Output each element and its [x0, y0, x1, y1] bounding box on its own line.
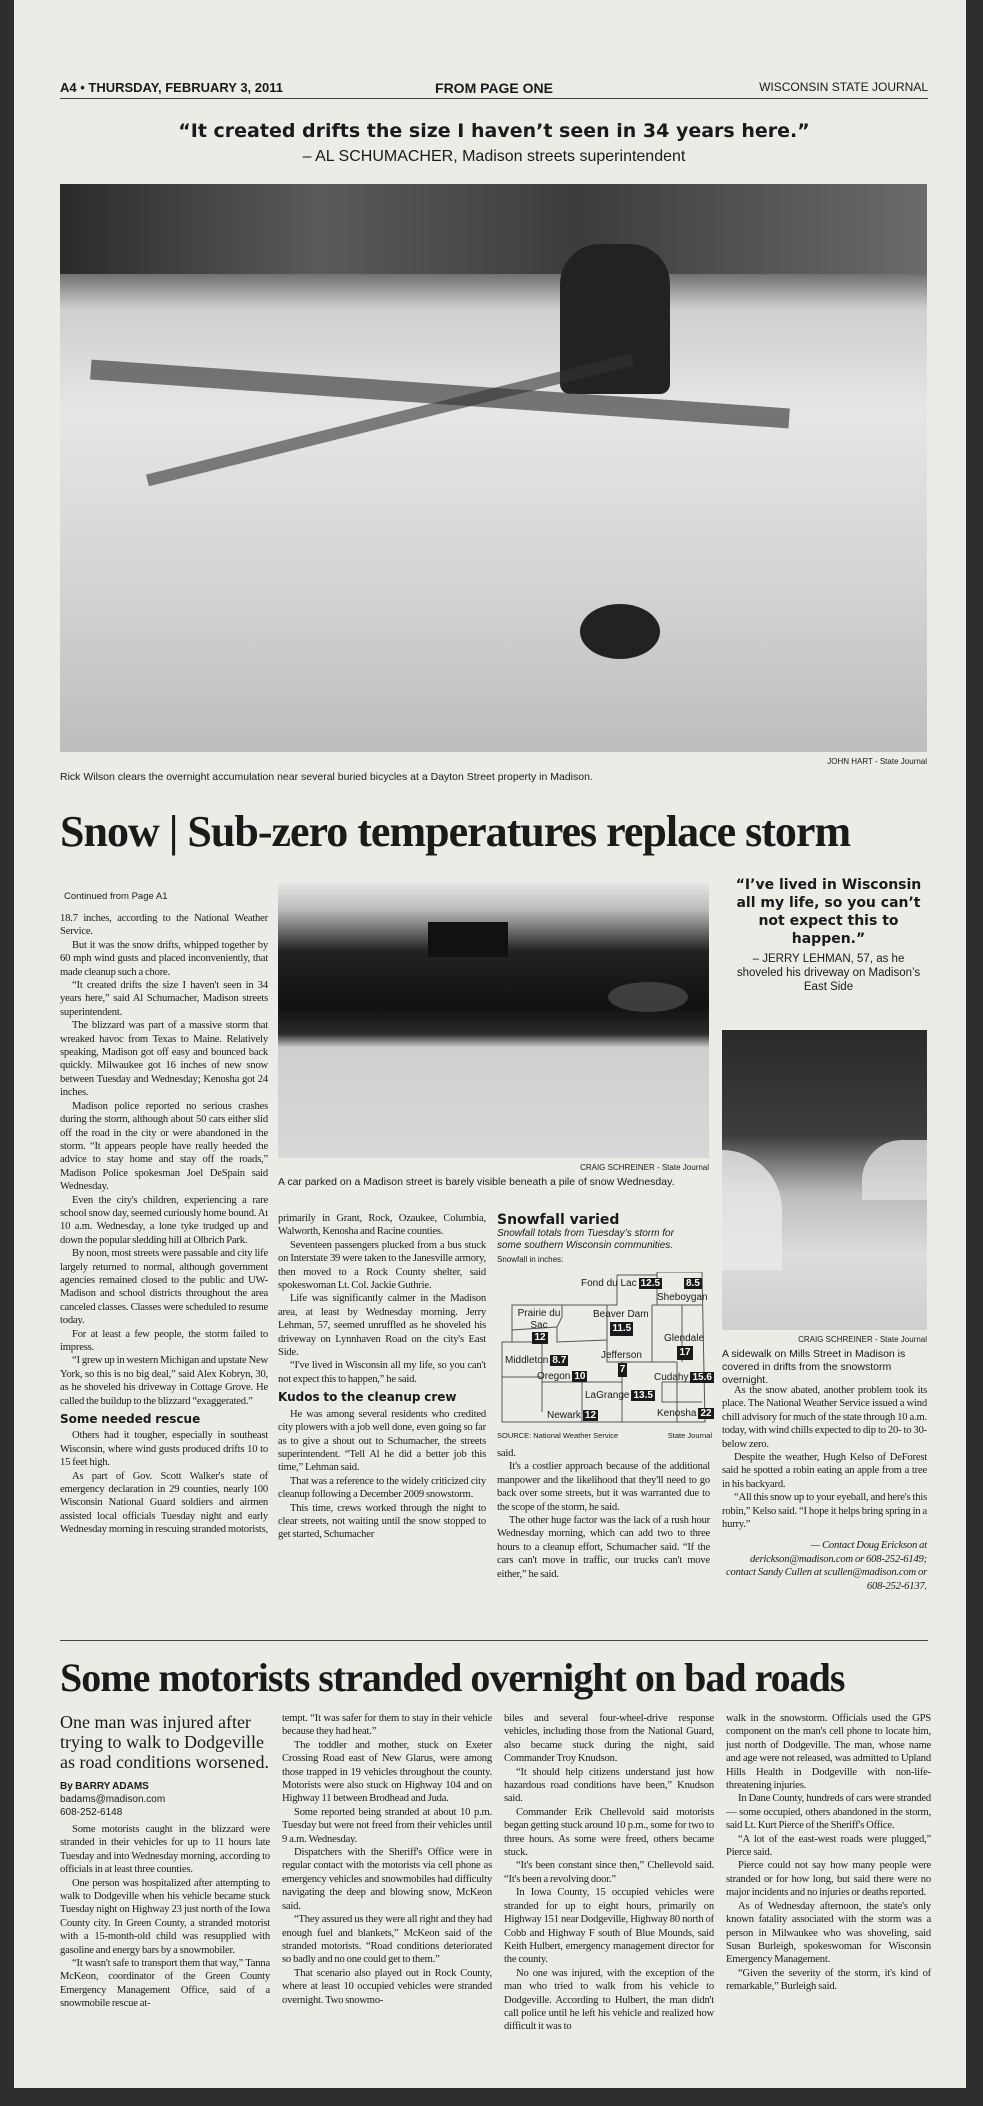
page-folio: A4 • THURSDAY, FEBRUARY 3, 2011: [60, 80, 283, 95]
story1-column-3: [497, 1447, 710, 1581]
top-quote-attribution: – AL SCHUMACHER, Madison streets superintendent: [302, 148, 686, 165]
newspaper-name: WISCONSIN STATE JOURNAL: [759, 80, 928, 94]
map-location-oregon: Oregon 10: [537, 1371, 586, 1382]
paragraph: But it was the snow drifts, whipped together by 60 mph wind gusts and placed inconveniently, that made cleanup such a chore.: [60, 939, 268, 978]
right-photo-credit: CRAIG SCHREINER - State Journal: [798, 1335, 927, 1344]
map-source: SOURCE: National Weather Service: [497, 1431, 619, 1440]
paragraph: Others had it tougher, especially in southeast Wisconsin, where wind gusts produced drifts 10 to 15 feet high.: [60, 1430, 268, 1469]
photo-bicycles-in-snow: [60, 184, 927, 752]
paragraph: “A lot of the east-west roads were plugged,” Pierce said.: [726, 1833, 931, 1859]
paragraph: “I've lived in Wisconsin all my life, so you can't not expect this to happen,” he said.: [278, 1360, 486, 1385]
paragraph: “It wasn't safe to transport them that way,” Tanna McKeon, coordinator of the Green County Emergency Management Office, said of a snowmobile rescue at-: [60, 1958, 270, 2010]
paragraph: “They assured us they were all right and they had enough fuel and blankets,” McKeon said of the stranded motorists. “Road conditions deteriorated so badly and no one could get to them.”: [282, 1914, 492, 1966]
paragraph: By noon, most streets were passable and city life largely returned to normal, although government agencies remained closed to the public and UW-Madison and school districts throughout the area canceled classes. Classes were scheduled to resume today.: [60, 1248, 268, 1327]
map-location-middleton: Middleton 8.7: [505, 1355, 567, 1366]
map-location-lagrange: LaGrange 13.5: [585, 1390, 653, 1401]
paragraph: Madison police reported no serious crashes during the storm, although about 50 cars either slid off the road in the city or were abandoned in the storm. “It appears people have really heeded the advice to stay home and stay off the roads,” Madison Police spokesman Joel DeSpain said Wednesday.: [60, 1100, 268, 1193]
map-location-prairie-du-sac: Prairie du Sac 12: [517, 1308, 561, 1343]
story2-column-2: [282, 1712, 492, 2007]
paragraph: That was a reference to the widely criticized city cleanup following a December 2009 snowstorm.: [278, 1475, 486, 1501]
map-units-label: Snowfall in inches:: [497, 1255, 564, 1264]
paragraph: Commander Erik Chellevold said motorists began getting stuck around 10 p.m., some for two to three hours. As some were freed, others became stuck.: [504, 1806, 714, 1859]
paragraph: Some reported being stranded at about 10 p.m. Tuesday but were not freed from their vehicles until 9 a.m. Wednesday.: [282, 1806, 492, 1845]
top-photo-caption: Rick Wilson clears the overnight accumulation near several buried bicycles at a Dayton Street property in Madison.: [60, 771, 593, 783]
paragraph: Pierce could not say how many people were stranded or for how long, but said there were no major incidents and no injuries or deaths reported.: [726, 1860, 931, 1899]
story1-column-4: [722, 1384, 927, 1593]
paragraph: tempt. “It was safer for them to stay in their vehicle because they had heat.”: [282, 1713, 492, 1738]
map-location-beaver-dam: Beaver Dam 11.5: [593, 1309, 649, 1334]
paragraph: It's a costlier approach because of the additional manpower and the likelihood that they'll need to go back over some streets, but it was warranted due to the scope of the storm, he said.: [497, 1461, 710, 1513]
paragraph: walk in the snowstorm. Officials used the GPS component on the man's cell phone to locate him, just north of Dodgeville. The man, whose name and age were not released, was admitted to Upland Hills Health in Dodgeville with non-life-threatening injuries.: [726, 1713, 931, 1792]
author-phone: 608-252-6148: [60, 1807, 123, 1818]
story2-column-4: [726, 1712, 931, 1994]
map-location-cudahy: Cudahy 15.6: [654, 1372, 712, 1383]
map-location-sheboygan: Sheboygan: [657, 1292, 708, 1303]
right-photo-caption: A sidewalk on Mills Street in Madison is covered in drifts from the snowstorm overnight.: [722, 1348, 906, 1386]
paragraph: Life was significantly calmer in the Madison area, at least by Wednesday morning. Jerry Lehman, 57, seemed unruffled as he shoveled his driveway on Lynnhaven Road on the city's East Side.: [278, 1293, 486, 1359]
story1-headline: Snow | Sub-zero temperatures replace storm: [60, 807, 851, 856]
map-credit: State Journal: [667, 1431, 712, 1440]
pull-quote: “I’ve lived in Wisconsin all my life, so you can’t not expect this to happen.”: [735, 877, 922, 947]
paragraph: primarily in Grant, Rock, Ozaukee, Columbia, Walworth, Kenosha and Racine counties.: [278, 1213, 486, 1238]
author-email[interactable]: badams@madison.com: [60, 1794, 166, 1805]
mid-photo-caption: A car parked on a Madison street is barely visible beneath a pile of snow Wednesday.: [278, 1176, 675, 1188]
paragraph: In Dane County, hundreds of cars were stranded — some occupied, others abandoned in the storm, said Lt. Kurt Pierce of the Sheriff's Office.: [726, 1793, 931, 1832]
paragraph: “It created drifts the size I haven't seen in 34 years here,” said Al Schumacher, Madison streets superintendent.: [60, 980, 268, 1018]
pull-quote-attribution: – JERRY LEHMAN, 57, as he shoveled his driveway on Madison’s East Side: [736, 953, 921, 993]
map-location-jefferson: Jefferson 7: [601, 1350, 642, 1375]
paragraph: “It's been constant since then,” Chellevold said. “It's been a revolving door.”: [504, 1860, 714, 1885]
top-quote: “It created drifts the size I haven’t seen in 34 years here.”: [178, 120, 810, 142]
paragraph: The blizzard was part of a massive storm that wreaked havoc from Texas to Maine. Relatively speaking, Madison got off easy and bounced back quickly. Milwaukee got 16 inches of new snow between Tuesday and Wednesday; Kenosha got 24 inches.: [60, 1020, 268, 1099]
paragraph: This time, crews worked through the night to clear streets, not waiting until the snow stopped to get started, Schumacher: [278, 1502, 486, 1541]
paragraph: As the snow abated, another problem took its place. The National Weather Service issued a wind chill advisory for much of the state through 10 a.m. today, with wind chills expected to dip to 20- to 30-below zero.: [722, 1385, 927, 1450]
paragraph: For at least a few people, the storm failed to impress.: [60, 1328, 268, 1353]
paragraph: “All this snow up to your eyeball, and here's this robin,” Kelso said. “I hope it helps bring spring in a hurry.”: [722, 1492, 927, 1531]
paragraph: “I grew up in western Michigan and upstate New York, so this is no big deal,” said Alex Kobryn, 30, as he shoveled his driveway in Cottage Grove. He called the buildup to the blizzard “exaggerated.”: [60, 1355, 268, 1407]
map-subtitle: Snowfall totals from Tuesday’s storm for some southern Wisconsin communities.: [497, 1228, 674, 1251]
paragraph: As of Wednesday afternoon, the state's only known fatality associated with the storm was a person in Milwaukee who was shoveling, said Susan Burleigh, spokeswoman for Wisconsin Emergency Management.: [726, 1900, 931, 1966]
paragraph: The toddler and mother, stuck on Exeter Crossing Road east of New Glarus, were among those trapped in 19 vehicles throughout the county. Motorists were also stuck on Highway 104 and on Highway 11 between Brodhead and Juda.: [282, 1739, 492, 1805]
map-location-sheboygan-value: 8.5: [686, 1278, 700, 1289]
jump-line: Continued from Page A1: [64, 891, 168, 902]
paragraph: “Given the severity of the storm, it's kind of remarkable,” Burleigh said.: [726, 1967, 931, 1993]
pull-quote-block: [726, 876, 931, 994]
top-photo-credit: JOHN HART - State Journal: [827, 757, 927, 766]
photo-buried-car: [278, 882, 709, 1158]
section-label: FROM PAGE ONE: [435, 80, 553, 96]
paragraph: Despite the weather, Hugh Kelso of DeForest said he spotted a robin eating an apple from a tree in his backyard.: [722, 1452, 927, 1490]
paragraph: That scenario also played out in Rock County, where at least 10 occupied vehicles were stranded overnight. Two snowmo-: [282, 1967, 492, 2006]
paragraph: One person was hospitalized after attempting to walk to Dodgeville when his vehicle became stuck Tuesday night on Highway 23 just north of the Iowa County city. In Green County, a stranded motorist with a 15-month-old child was resupplied with gasoline and energy bars by a snowmobiler.: [60, 1877, 270, 1956]
contact-line: — Contact Doug Erickson at derickson@madison.com or 608-252-6149; contact Sandy Cullen at scullen@madison.com or 608-252-6137.: [726, 1540, 927, 1592]
story2-byline-block: [60, 1780, 270, 1819]
story2-column-1: [60, 1712, 270, 2011]
subhead: Some needed rescue: [60, 1412, 201, 1427]
story1-column-2: [278, 1212, 486, 1542]
map-location-newark: Newark 12: [547, 1410, 597, 1421]
map-location-glendale: Glendale 17: [664, 1333, 705, 1358]
paragraph: “It should help citizens understand just how hazardous road conditions have been,” Knudson said.: [504, 1766, 714, 1805]
byline: By BARRY ADAMS: [60, 1781, 149, 1792]
photo-mills-street-sidewalk: [722, 1030, 927, 1330]
mid-photo-credit: CRAIG SCHREINER - State Journal: [580, 1163, 709, 1172]
paragraph: 18.7 inches, according to the National Weather Service.: [60, 913, 268, 938]
paragraph: The other huge factor was the lack of a rush hour Wednesday morning, which can add two to three hours to a cleanup effort, Schumacher said. “If the cars can't move in traffic, our trucks can't move either,” he said.: [497, 1515, 710, 1580]
map-location-fond-du-lac: Fond du Lac 12.5: [581, 1278, 661, 1289]
paragraph: biles and several four-wheel-drive response vehicles, including those from the National Guard, also became stuck during the night, said Commander Troy Knudson.: [504, 1713, 714, 1765]
story2-deck: One man was injured after trying to walk to Dodgeville as road conditions worsened.: [60, 1712, 269, 1772]
snowfall-map-graphic: [497, 1212, 712, 1442]
story1-column-1: [60, 912, 268, 1537]
map-location-kenosha: Kenosha 22: [657, 1408, 712, 1419]
paragraph: Seventeen passengers plucked from a bus stuck on Interstate 39 were taken to the Janesville armory, then moved to a Rock County shelter, said spokeswoman Lt. Col. Jackie Guthrie.: [278, 1239, 486, 1292]
paragraph: No one was injured, with the exception of the man who tried to walk from his vehicle to Dodgeville. According to Hulbert, the man didn't call police until he left his vehicle and realized how difficult it was to: [504, 1967, 714, 2033]
paragraph: He was among several residents who credited city plowers with a job well done, even going so far as to give a shout out to Schumacher, the streets superintendent. “Tell Al he did a better job this time,” Lehman said.: [278, 1408, 486, 1474]
newspaper-page: [14, 0, 966, 2088]
paragraph: As part of Gov. Scott Walker's state of emergency declaration in 29 counties, nearly 100 Wisconsin National Guard soldiers and airmen assisted local officials Tuesday night and early Wednesday morning in rescuing stranded motorists,: [60, 1470, 269, 1536]
paragraph: Some motorists caught in the blizzard were stranded in their vehicles for up to 11 hours late Tuesday and into Wednesday morning, according to officials in at least three counties.: [60, 1824, 270, 1876]
paragraph: Dispatchers with the Sheriff's Office were in regular contact with the motorists via cell phone as emergency vehicles and snowmobiles had difficulty navigating the deep and blowing snow, McKeon said.: [282, 1847, 492, 1912]
paragraph: In Iowa County, 15 occupied vehicles were stranded for up to eight hours, primarily on Highway 151 near Dodgeville, Highway 80 north of Cobb and Highway F south of Blue Mounds, said Keith Hulbert, emergency management director for the county.: [504, 1887, 714, 1966]
subhead: Kudos to the cleanup crew: [278, 1390, 457, 1405]
paragraph: said.: [497, 1448, 516, 1459]
story-divider: [60, 1640, 928, 1641]
header-rule: [60, 98, 928, 99]
map-title: Snowfall varied: [497, 1212, 620, 1228]
story2-headline: Some motorists stranded overnight on bad roads: [60, 1655, 845, 1700]
paragraph: Even the city's children, experiencing a rare school snow day, seemed curiously home bound. At 10 a.m. Wednesday, a lone tyke trudged up and down the popular sledding hill at Olbrich Park.: [60, 1194, 268, 1246]
story2-column-3: [504, 1712, 714, 2034]
